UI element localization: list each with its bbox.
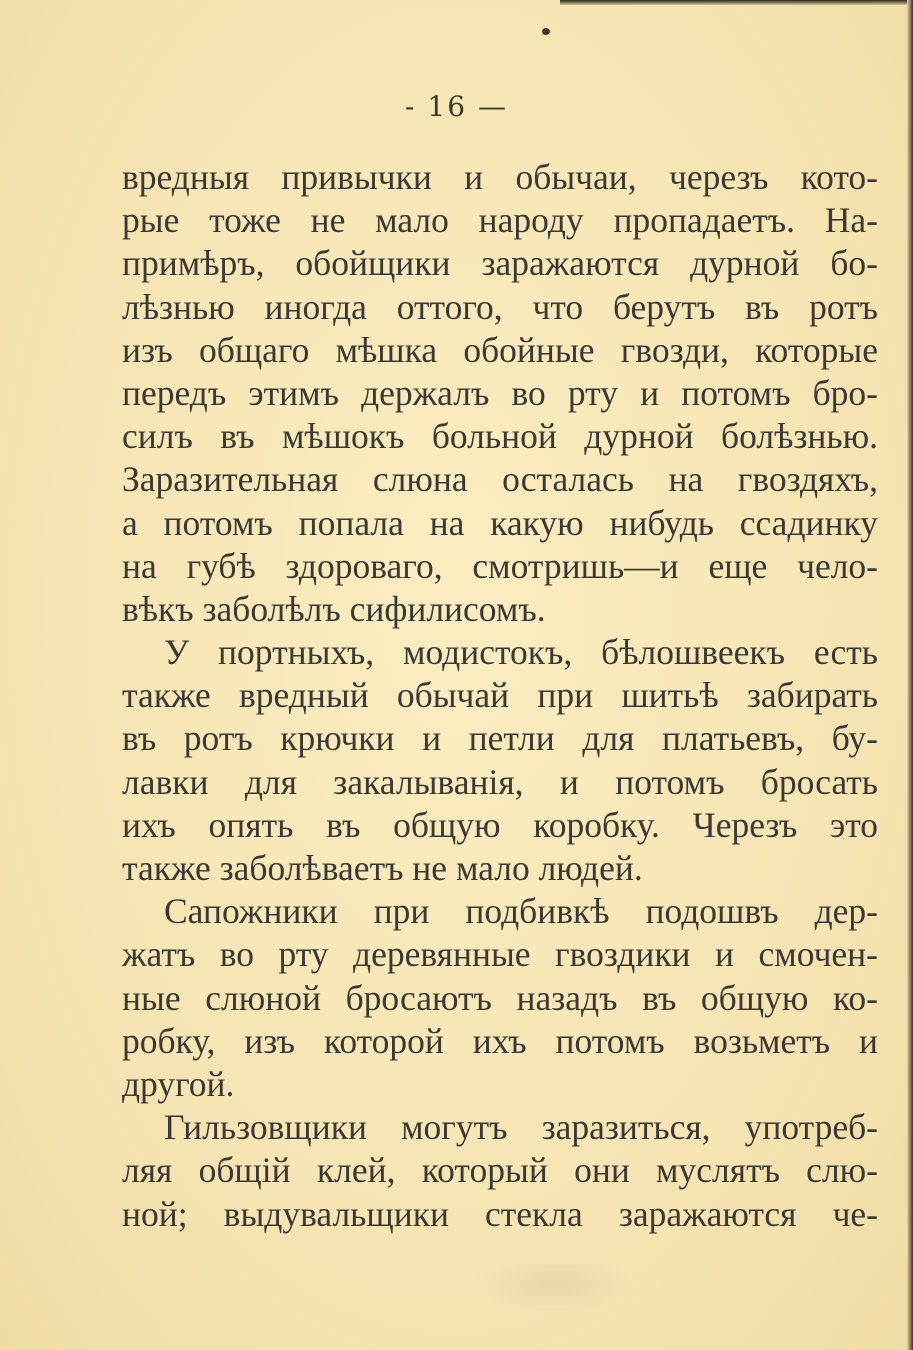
text-line: лѣзнью иногда оттого, что берутъ въ ротъ [122,286,878,327]
text-line: изъ общаго мѣшка обойные гвозди, которые [122,329,878,370]
text-line: Сапожники при подбивкѣ подошвъ дер- [164,891,878,932]
text-line: а потомъ попала на какую нибудь ссадинку [122,502,878,543]
text-line: силъ въ мѣшокъ больной дурной болѣзнью. [122,416,878,457]
text-line: въ ротъ крючки и петли для платьевъ, бу- [122,718,878,759]
text-line: примѣръ, обойщики заражаются дурной бо- [122,243,878,284]
text-line: ляя общій клей, который они муслятъ слю- [122,1150,878,1191]
text-line: передъ этимъ держалъ во рту и потомъ бро- [122,372,878,413]
text-line: робку, изъ которой ихъ потомъ возьметъ и [122,1020,878,1061]
text-line: вредныя привычки и обычаи, черезъ кото- [122,157,878,197]
text-line: также заболѣваетъ не мало людей. [122,848,643,888]
text-line: У портныхъ, модистокъ, бѣлошвеекъ есть [164,632,878,673]
text-line: жатъ во рту деревянные гвоздики и смочен- [122,934,878,975]
text-line: Гильзовщики могутъ заразиться, употреб- [164,1107,878,1148]
text-line: вѣкъ заболѣлъ сифилисомъ. [122,588,546,629]
text-line: лавки для закалыванія, и потомъ бросать [122,761,878,802]
paper-smudge [470,1255,640,1315]
text-line: рые тоже не мало народу пропадаетъ. На- [122,200,878,241]
body-text [122,156,878,1236]
text-line: другой. [122,1063,235,1104]
text-line: ихъ опять въ общую коробку. Черезъ это [122,804,878,845]
text-line: Заразительная слюна осталась на гвоздяхъ, [122,459,878,500]
text-line: ные слюной бросаютъ назадъ въ общую ко- [122,977,878,1018]
scan-top-edge [560,0,913,5]
page-number: - 16 — [405,90,508,123]
scan-right-edge [907,0,913,1350]
text-line: на губѣ здороваго, смотришь—и еще чело- [122,545,878,586]
text-line: также вредный обычай при шитьѣ забирать [122,675,878,716]
text-line: ной; выдувальщики стекла заражаются че- [122,1193,878,1234]
ink-speck [542,28,550,35]
